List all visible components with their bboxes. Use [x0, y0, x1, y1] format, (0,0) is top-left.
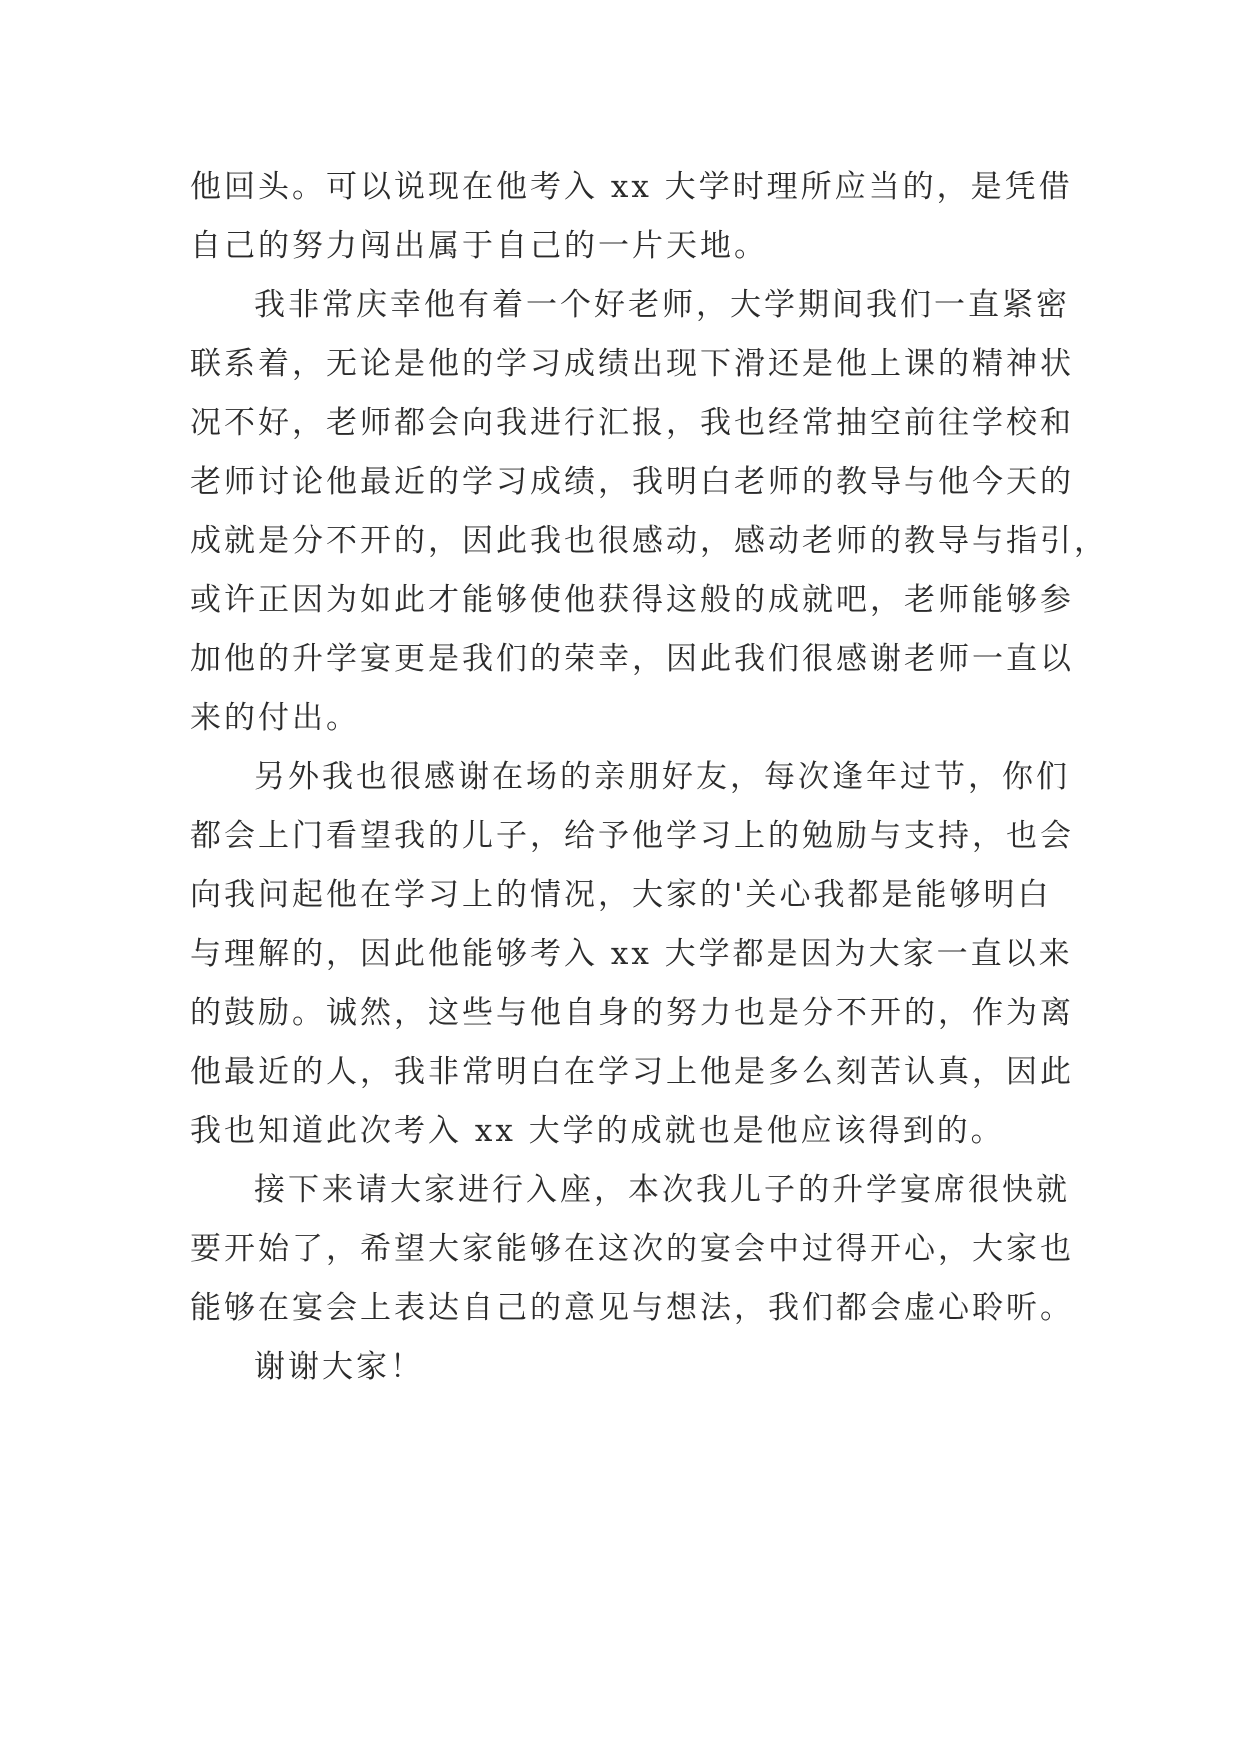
text-line: 要开始了，希望大家能够在这次的宴会中过得开心，大家也 [190, 1231, 1074, 1267]
text-line: 况不好，老师都会向我进行汇报，我也经常抽空前往学校和 [190, 405, 1074, 441]
text-line: 我也知道此次考入 xx 大学的成就也是他应该得到的。 [190, 1113, 1005, 1149]
text-line: 来的付出。 [190, 700, 360, 736]
closing-line: 谢谢大家！ [254, 1349, 424, 1385]
paragraph-start-line: 接下来请大家进行入座，本次我儿子的升学宴席很快就 [254, 1172, 1070, 1208]
text-line: 向我问起他在学习上的情况，大家的'关心我都是能够明白 [190, 877, 1052, 913]
text-line: 或许正因为如此才能够使他获得这般的成就吧，老师能够参 [190, 582, 1074, 618]
paragraph-start-line: 我非常庆幸他有着一个好老师，大学期间我们一直紧密 [254, 287, 1070, 323]
text-line: 能够在宴会上表达自己的意见与想法，我们都会虚心聆听。 [190, 1290, 1074, 1326]
text-line: 加他的升学宴更是我们的荣幸，因此我们很感谢老师一直以 [190, 641, 1074, 677]
text-line: 他回头。可以说现在他考入 xx 大学时理所应当的，是凭借 [190, 169, 1073, 205]
text-line: 的鼓励。诚然，这些与他自身的努力也是分不开的，作为离 [190, 995, 1074, 1031]
paragraph-start-line: 另外我也很感谢在场的亲朋好友，每次逢年过节，你们 [254, 759, 1070, 795]
text-line: 他最近的人，我非常明白在学习上他是多么刻苦认真，因此 [190, 1054, 1074, 1090]
speech-text [190, 158, 1108, 1397]
text-line: 老师讨论他最近的学习成绩，我明白老师的教导与他今天的 [190, 464, 1074, 500]
text-line: 成就是分不开的，因此我也很感动，感动老师的教导与指引， [190, 523, 1108, 559]
text-line: 自己的努力闯出属于自己的一片天地。 [190, 228, 768, 264]
text-line: 与理解的，因此他能够考入 xx 大学都是因为大家一直以来 [190, 936, 1073, 972]
text-line: 联系着，无论是他的学习成绩出现下滑还是他上课的精神状 [190, 346, 1074, 382]
text-line: 都会上门看望我的儿子，给予他学习上的勉励与支持，也会 [190, 818, 1074, 854]
